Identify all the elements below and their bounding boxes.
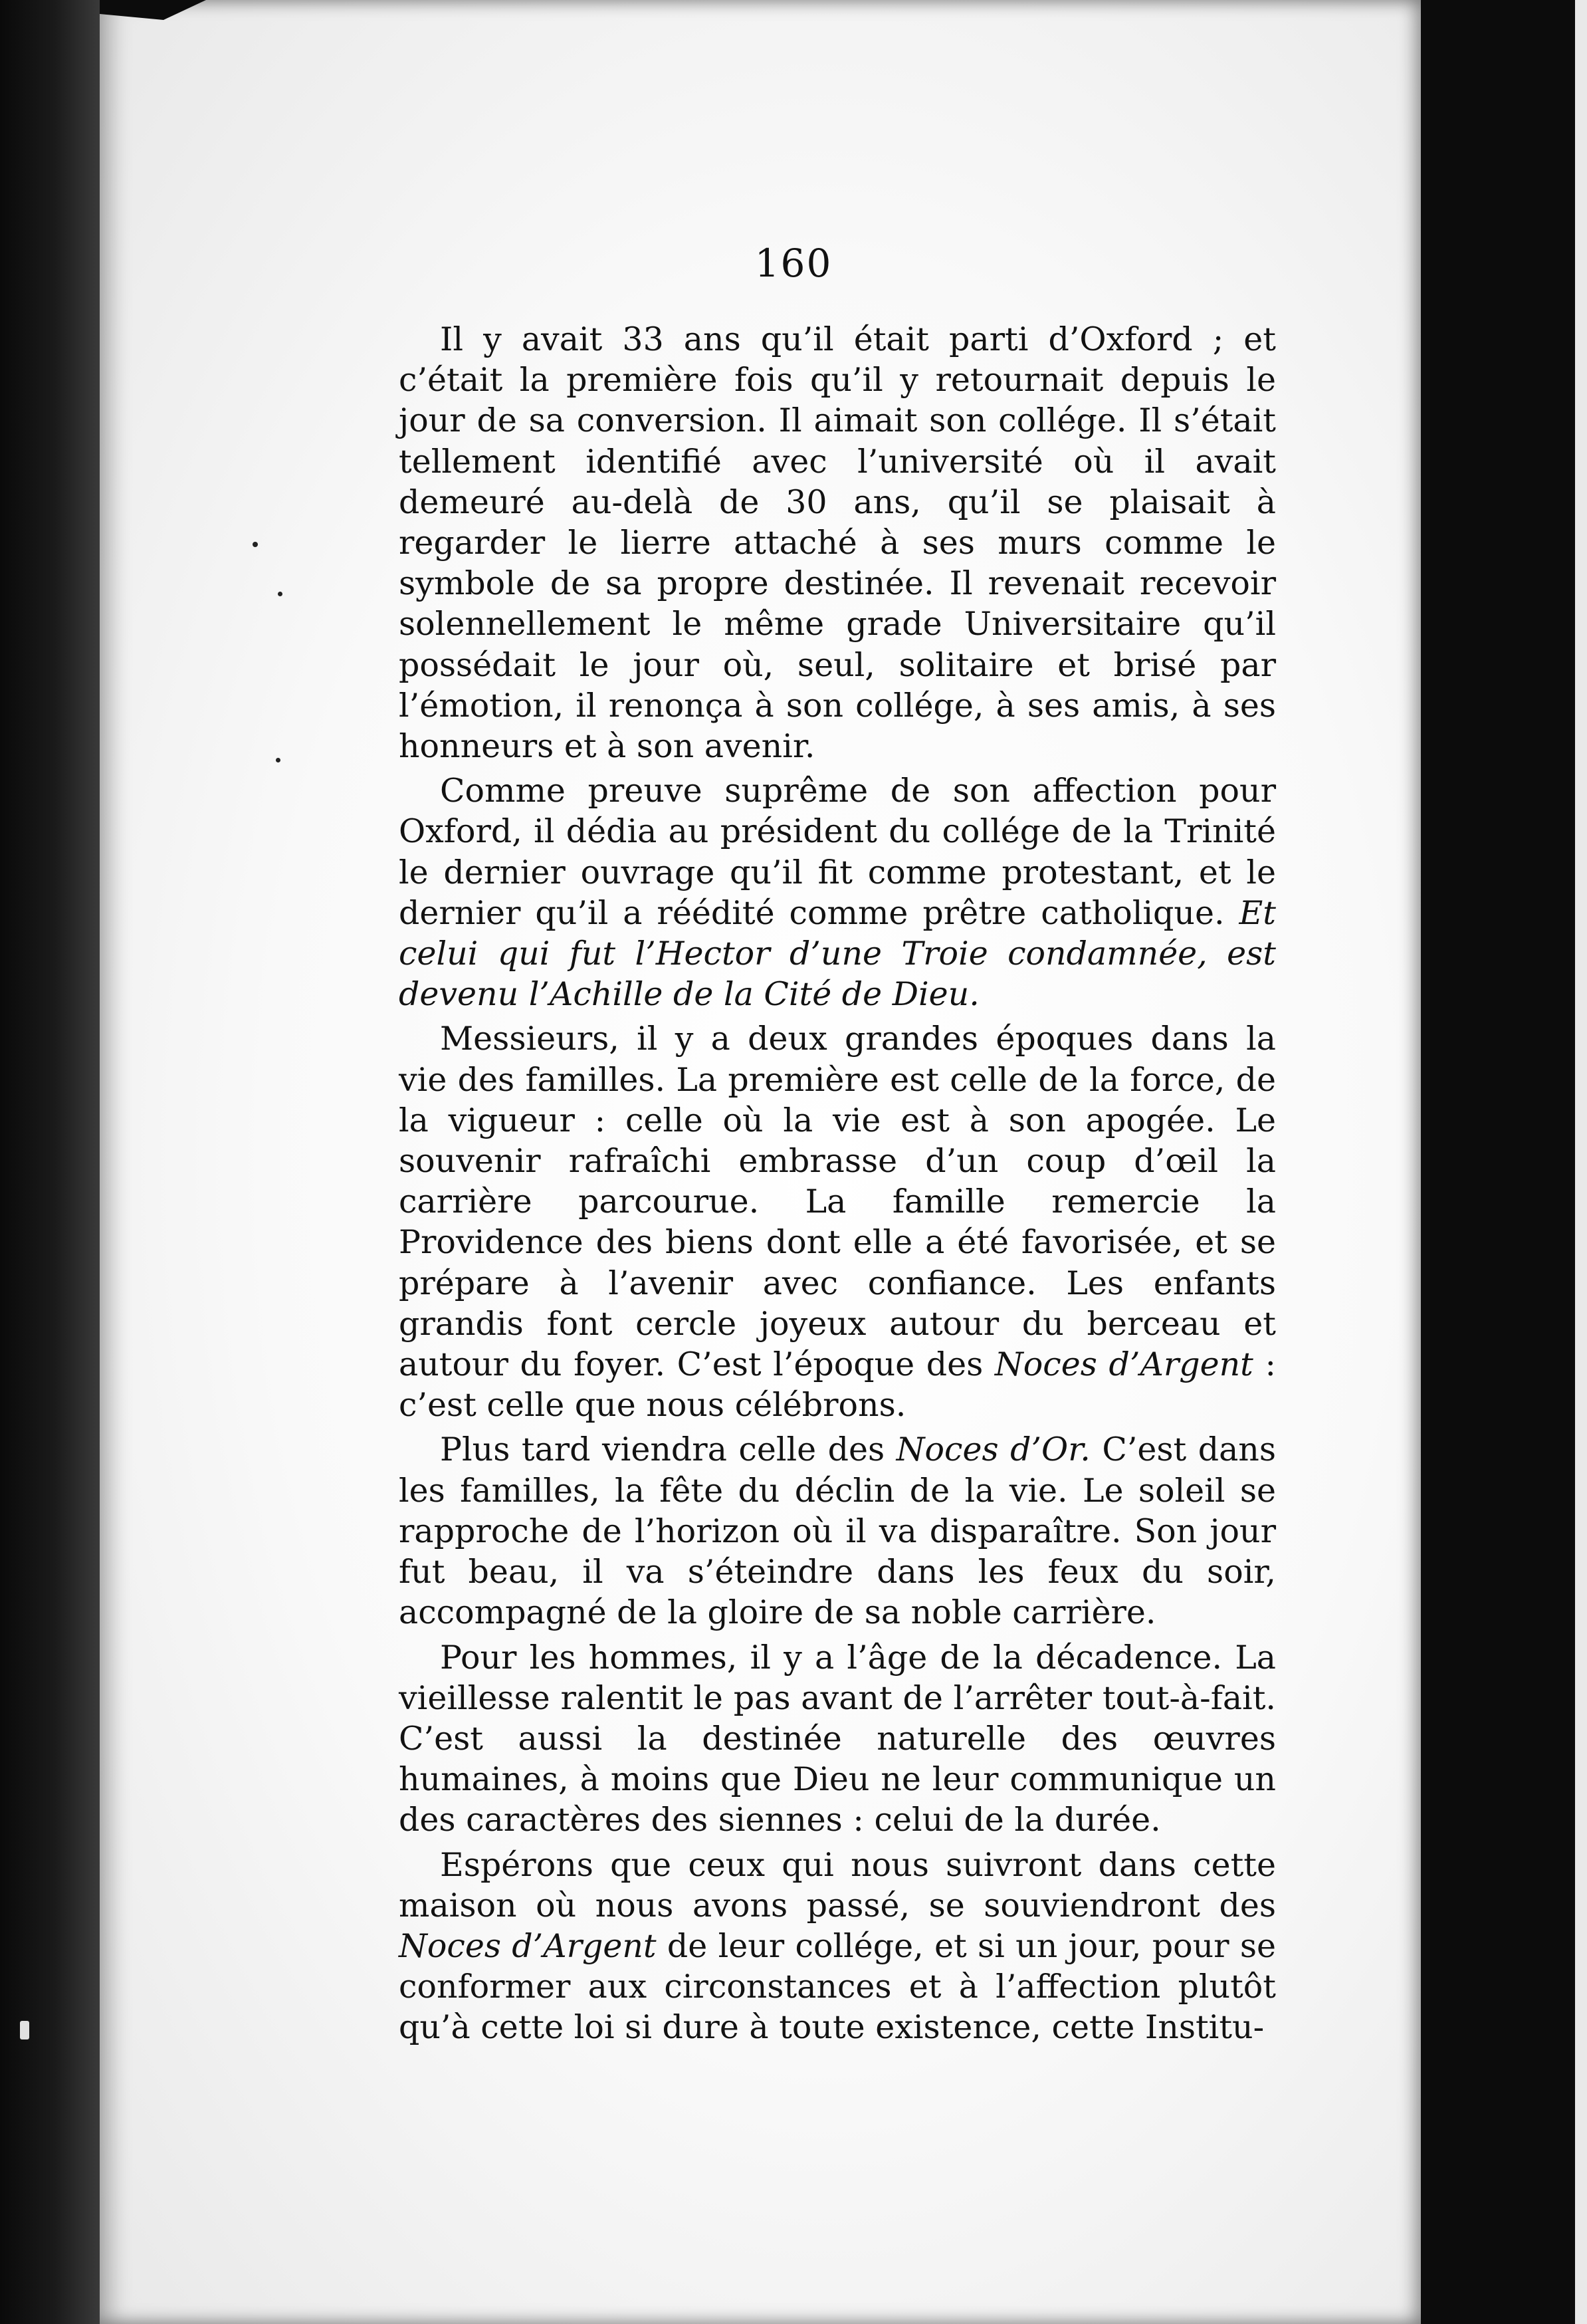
text-run: Pour les hommes, il y a l’âge de la décadence. La vieillesse ralentit le pas avant de l’arrêter tout-à-fait. C’est aussi la destinée naturelle des œuvres humaines, à moins que Dieu ne leur communique un des caractères des siennes : celui de la durée. [399, 1638, 1276, 1839]
paragraph [399, 1637, 1276, 1841]
paragraph [399, 1845, 1276, 2048]
italic-text: Noces d’Argent [399, 1926, 657, 1965]
scan-speck [276, 758, 280, 762]
scan-right-margin [1421, 0, 1587, 2324]
paragraph [399, 319, 1276, 766]
text-run: C’est dans les familles, la fête du déclin de la vie. Le soleil se rapproche de l’horizon où il va disparaître. Son jour fut beau, il va s’éteindre dans les feux du soir, accompagné de la gloire de sa noble carrière. [399, 1431, 1276, 1632]
paragraph [399, 770, 1276, 1014]
body-text [399, 319, 1276, 2052]
text-run: Messieurs, il y a deux grandes époques dans la vie des familles. La première est celle de la force, de la vigueur : celle où la vie est à son apogée. Le souvenir rafraîchi embrasse d’un coup d’œil la carrière parcourue. La famille remercie la Providence des biens dont elle a été favorisée, et se prépare à l’avenir avec confiance. Les enfants grandis font cercle joyeux autour du berceau et autour du foyer. C’est l’époque des [399, 1020, 1276, 1384]
text-run: Comme preuve suprême de son affection pour Oxford, il dédia au président du collége de la Trinité le dernier ouvrage qu’il fit comme protestant, et le dernier qu’il a réédité comme prêtre catholique. [399, 772, 1276, 932]
italic-text: Noces d’Argent [994, 1345, 1253, 1384]
paragraph [399, 1018, 1276, 1425]
italic-text: Et celui qui fut l’Hector d’une Troie condamnée, est devenu l’Achille de la Cité de Dieu. [399, 893, 1276, 1014]
scan-speck [20, 2021, 29, 2039]
next-page-edge [1575, 0, 1587, 2324]
page-number: 160 [754, 241, 833, 286]
italic-text: Noces d’Or. [896, 1431, 1091, 1469]
scan-speck [253, 542, 258, 547]
text-run: : c’est celle que nous célébrons. [399, 1345, 1276, 1425]
text-run: de leur collége, et si un jour, pour se conformer aux circonstances et à l’affection plutôt qu’à cette loi si dure à toute existence, cette Institu- [399, 1926, 1276, 2047]
text-run: Il y avait 33 ans qu’il était parti d’Oxford ; et c’était la première fois qu’il y retournait depuis le jour de sa conversion. Il aimait son collége. Il s’était tellement identifié avec l’université où il avait demeuré au-delà de 30 ans, qu’il se plaisait à regarder le lierre attaché à ses murs comme le symbole de sa propre destinée. Il revenait recevoir solennellement le même grade Universitaire qu’il possédait le jour où, seul, solitaire et brisé par l’émotion, il renonça à son collége, à ses amis, à ses honneurs et à son avenir. [399, 320, 1276, 766]
paragraph [399, 1429, 1276, 1633]
scan-speck [278, 592, 282, 596]
scan-left-margin [0, 0, 100, 2324]
text-run: Espérons que ceux qui nous suivront dans cette maison où nous avons passé, se souviendront des [399, 1845, 1276, 1924]
text-run: Plus tard viendra celle des [440, 1431, 897, 1469]
